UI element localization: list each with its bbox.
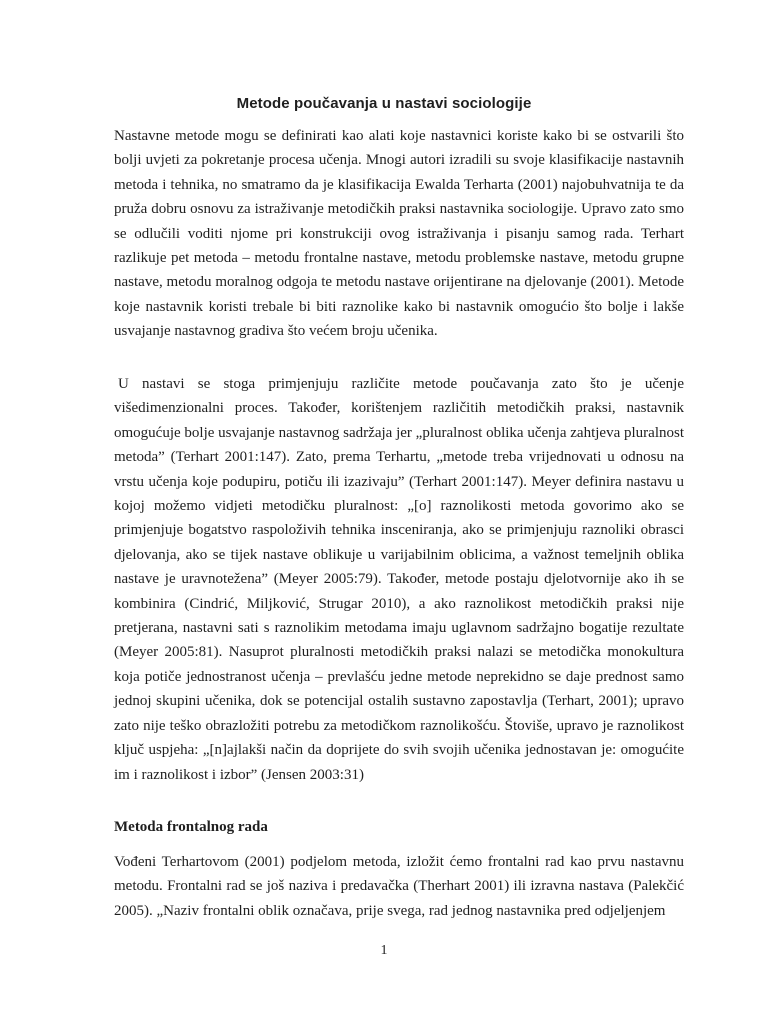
page-number: 1 — [380, 943, 388, 958]
paragraph-methods-variety: U nastavi se stoga primjenjuju različite metode poučavanja zato što je učenje višedimenzionalni proces. Također, korištenjem različitih metodičkih praksi, nastavnik omogućuje bolje usvajanje nastavnog sadržaja jer „pluralnost oblika učenja zahtjeva pluralnost metoda” (Terhart 2001:147). Zato, prema Terhartu, „metode treba vrijednovati u odnosu na vrstu učenja koje podupiru, potiču ili izazivaju” (Terhart 2001:147). Meyer definira nastavu u kojoj možemo vidjeti metodičku pluralnost: „[o] raznolikosti metoda govorimo ako se primjenjuje bogatstvo raspoloživih tehnika insceniranja, ako se primjenjuju raznoliki obrasci djelovanja, ako se tijek nastave oblikuje u varijabilnim oblicima, a važnost temeljnih oblika nastave je uravnotežena” (Meyer 2005:79). Također, metode postaju djelotvornije ako ih se kombinira (Cindrić, Miljković, Strugar 2010), a ako raznolikost metodičkih praksi nije pretjerana, nastavni sati s raznolikim metodama imaju uglavnom sadržajno bogatije rezultate (Meyer 2005:81). Nasuprot pluralnosti metodičkih praksi nalazi se metodička monokultura koja potiče jednostranost učenja – prevlašću jedne metode neprekidno se daje prednost samo jednoj skupini učenika, dok se potencijal ostalih sustavno zapostavlja (Terhart, 2001); upravo zato nije teško obrazložiti potrebu za metodičkom raznolikošću. Štoviše, upravo je raznolikost ključ uspjeha: „[n]ajlakši način da doprijete do svih svojih učenika jednostavan je: omogućite im i raznolikost i izbor” (Jensen 2003:31) — [114, 376, 684, 783]
paragraph-intro: Nastavne metode mogu se definirati kao alati koje nastavnici koriste kako bi se ostvarili što bolji uvjeti za pokretanje procesa učenja. Mnogi autori izradili su svoje klasifikacije nastavnih metoda i tehnika, no smatramo da je klasifikacija Ewalda Terharta (2001) najobuhvatnija te da pruža dobru osnovu za istraživanje metodičkih praksi nastavnika sociologije. Upravo zato smo se odlučili voditi njome pri konstrukciji ovog istraživanja i pisanju samog rada. Terhart razlikuje pet metoda – metodu frontalne nastave, metodu problemske nastave, metodu grupne nastave, metodu moralnog odgoja te metodu nastave orijentirane na djelovanje (2001). Metode koje nastavnik koristi trebale bi biti raznolike kako bi nastavnik omogućio što bolje i lakše usvajanje nastavnog gradiva što većem broju učenika. — [114, 128, 684, 340]
paragraph-frontal-work: Vođeni Terhartovom (2001) podjelom metoda, izložit ćemo frontalni rad kao prvu nastavnu metodu. Frontalni rad se još naziva i predavačka (Therhart 2001) ili izravna nastava (Palekčić 2005). „Naziv frontalni oblik označava, prije svega, rad jednog nastavnika pred odjeljenjem — [114, 854, 684, 919]
section-heading: Metoda frontalnog rada — [114, 819, 268, 835]
document-title: Metode poučavanja u nastavi sociologije — [236, 95, 532, 112]
